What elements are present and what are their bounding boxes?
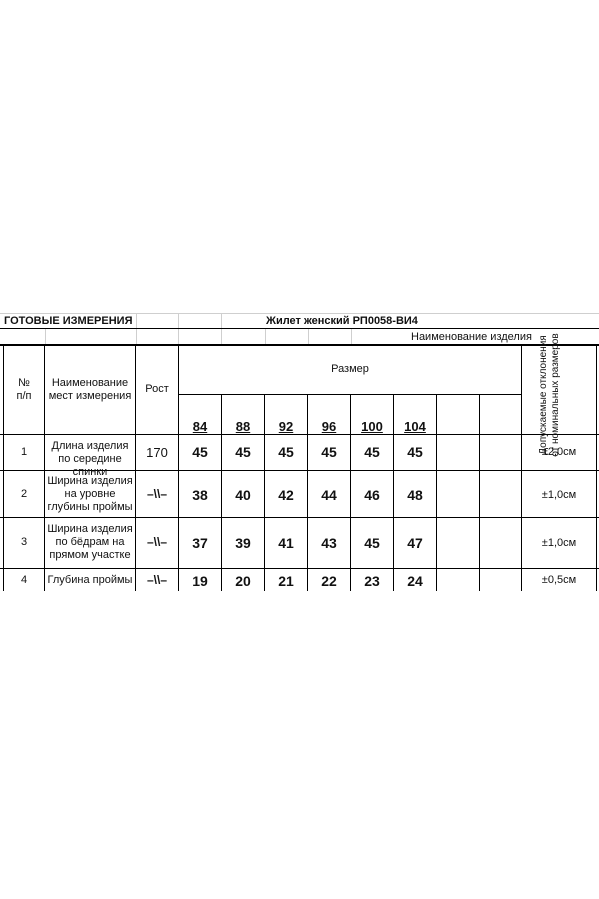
row-2-name: Ширина изделия на уровне глубины проймы [47, 475, 133, 513]
size-104: 104 [404, 419, 426, 434]
row-3-val-92: 41 [278, 535, 294, 551]
row-line [0, 344, 599, 346]
row-1-name: Длина изделия по середине спинки [51, 440, 129, 478]
row-4-val-92: 21 [278, 573, 294, 589]
row-2-val-84: 38 [192, 487, 208, 503]
col-line [135, 346, 136, 591]
size-group-header: Размер [331, 363, 369, 375]
col-line [596, 346, 597, 591]
row-line [0, 434, 599, 435]
row-4-val-84: 19 [192, 573, 208, 589]
row-4-tol: ±0,5см [541, 574, 577, 586]
row-line [0, 328, 599, 329]
row-4-num: 4 [20, 574, 28, 586]
row-line [0, 517, 599, 518]
col-line [521, 346, 522, 591]
gridline [265, 329, 266, 344]
row-4-val-100: 23 [364, 573, 380, 589]
row-3-val-104: 47 [407, 535, 423, 551]
row-2-val-100: 46 [364, 487, 380, 503]
num-header: № п/п [16, 377, 32, 402]
row-1-tol: ±2,0см [541, 446, 577, 458]
row-1-val-96: 45 [321, 444, 337, 460]
tolerance-header: Допускаемые отклонения от номинальных размеров [538, 333, 561, 457]
row-3-name: Ширина изделия по бёдрам на прямом участке [47, 523, 133, 561]
row-3-val-88: 39 [235, 535, 251, 551]
row-1-num: 1 [20, 446, 28, 458]
measurement-table [0, 313, 599, 591]
row-4-val-96: 22 [321, 573, 337, 589]
row-2-val-88: 40 [235, 487, 251, 503]
row-3-tol: ±1,0см [541, 537, 577, 549]
row-2-val-96: 44 [321, 487, 337, 503]
row-3-num: 3 [20, 536, 28, 548]
height-header: Рост [145, 383, 169, 395]
gridline [45, 329, 46, 344]
row-2-height: –\\– [146, 487, 167, 501]
row-1-val-92: 45 [278, 444, 294, 460]
row-2-val-92: 42 [278, 487, 294, 503]
gridline [0, 313, 599, 314]
col-line [479, 394, 480, 591]
size-100: 100 [361, 419, 383, 434]
col-line [178, 346, 179, 591]
row-3-height: –\\– [146, 535, 167, 549]
row-2-num: 2 [20, 488, 28, 500]
row-3-val-100: 45 [364, 535, 380, 551]
col-line [436, 394, 437, 591]
size-92: 92 [278, 419, 294, 434]
name-header: Наименование мест измерения [48, 377, 132, 402]
size-84: 84 [192, 419, 208, 434]
row-1-val-84: 45 [192, 444, 208, 460]
product-caption: Наименование изделия [411, 331, 532, 343]
row-2-val-104: 48 [407, 487, 423, 503]
row-4-height: –\\– [146, 573, 167, 587]
product-title: Жилет женский РП0058-ВИ4 [266, 315, 418, 327]
row-1-val-88: 45 [235, 444, 251, 460]
gridline [308, 329, 309, 344]
row-1-val-104: 45 [407, 444, 423, 460]
row-1-height: 170 [146, 445, 168, 460]
row-3-val-84: 37 [192, 535, 208, 551]
row-2-tol: ±1,0см [541, 489, 577, 501]
col-line [44, 346, 45, 591]
table-title: ГОТОВЫЕ ИЗМЕРЕНИЯ [4, 315, 133, 327]
row-1-val-100: 45 [364, 444, 380, 460]
row-4-val-88: 20 [235, 573, 251, 589]
gridline [351, 329, 352, 344]
row-line [0, 568, 599, 569]
size-96: 96 [321, 419, 337, 434]
row-4-val-104: 24 [407, 573, 423, 589]
row-3-val-96: 43 [321, 535, 337, 551]
row-4-name: Глубина проймы [47, 574, 133, 586]
size-88: 88 [235, 419, 251, 434]
